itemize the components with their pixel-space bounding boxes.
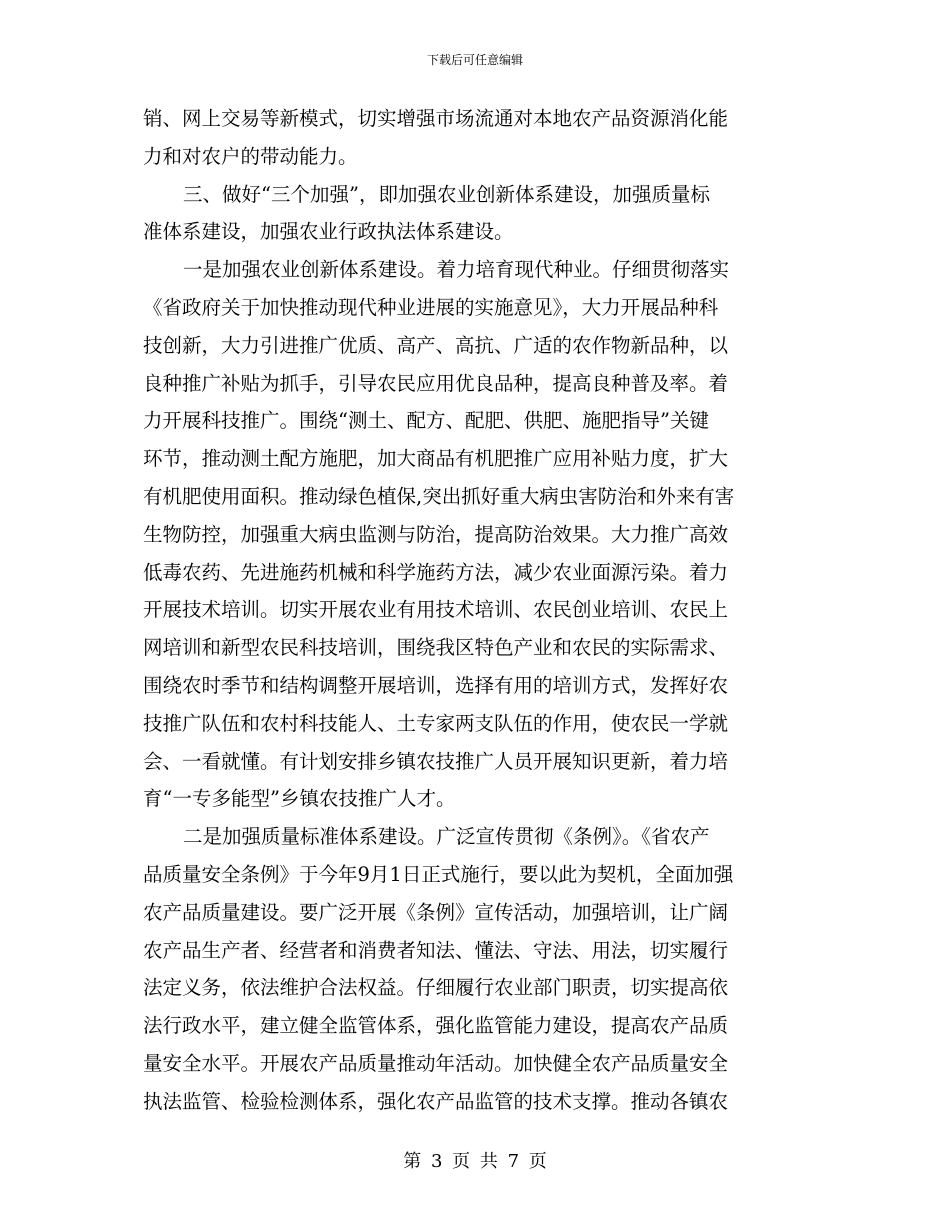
paragraph: [143, 251, 805, 818]
paragraph: [143, 100, 805, 176]
paragraph: [143, 176, 805, 252]
text-line: 技创新，大力引进推广优质、高产、高抗、广适的农作物新品种，以: [143, 333, 729, 357]
text-line: 执法监管、检验检测体系，强化农产品监管的技术支撑。推动各镇农: [143, 1089, 729, 1113]
text-line: 农产品质量建设。要广泛开展《条例》宣传活动，加强培训，让广阔: [143, 900, 729, 924]
page-number-footer: 第 3 页 共 7 页: [403, 1151, 547, 1172]
text-line: 二是加强质量标准体系建设。广泛宣传贯彻《条例》。《省农产: [183, 825, 710, 849]
text-line: 法行政水平，建立健全监管体系，强化监管能力建设，提高农产品质: [143, 1014, 729, 1038]
text-line: 有机肥使用面积。推动绿色植保,突出抓好重大病虫害防治和外来有害: [143, 484, 735, 508]
text-line: 技推广队伍和农村科技能人、土专家两支队伍的作用，使农民一学就: [143, 711, 729, 735]
text-line: 会、一看就懂。有计划安排乡镇农技推广人员开展知识更新，着力培: [143, 749, 729, 773]
text-line: 法定义务，依法维护合法权益。仔细履行农业部门职责，切实提高依: [143, 976, 729, 1000]
text-line: 量安全水平。开展农产品质量推动年活动。加快健全农产品质量安全: [143, 1051, 729, 1075]
text-line: 网培训和新型农民科技培训，围绕我区特色产业和农民的实际需求、: [143, 636, 729, 660]
text-line: 三、做好“三个加强”，即加强农业创新体系建设，加强质量标: [183, 182, 710, 206]
text-line: 农产品生产者、经营者和消费者知法、懂法、守法、用法，切实履行: [143, 938, 729, 962]
page-header-note: 下载后可任意编辑: [426, 53, 523, 67]
text-line: 育“一专多能型”乡镇农技推广人才。: [143, 787, 456, 811]
text-line: 准体系建设，加强农业行政执法体系建设。: [143, 220, 514, 244]
text-line: 力和对农户的带动能力。: [143, 144, 358, 168]
text-line: 力开展科技推广。围绕“测土、配方、配肥、供肥、施肥指导”关键: [143, 409, 709, 433]
text-line: 生物防控，加强重大病虫监测与防治，提高防治效果。大力推广高效: [143, 522, 729, 546]
text-line: 低毒农药、先进施药机械和科学施药方法，减少农业面源污染。着力: [143, 560, 729, 584]
text-line: 一是加强农业创新体系建设。着力培育现代种业。仔细贯彻落实: [183, 258, 730, 282]
text-line: 《省政府关于加快推动现代种业进展的实施意见》，大力开展品种科: [143, 295, 719, 319]
text-line: 开展技术培训。切实开展农业有用技术培训、农民创业培训、农民上: [143, 598, 729, 622]
paragraph: [143, 818, 805, 1120]
text-line: 围绕农时季节和结构调整开展培训，选择有用的培训方式，发挥好农: [143, 673, 729, 697]
text-line: 环节，推动测土配方施肥，加大商品有机肥推广应用补贴力度，扩大: [143, 447, 729, 471]
document-body: [143, 100, 805, 1121]
text-line: 销、网上交易等新模式，切实增强市场流通对本地农产品资源消化能: [143, 107, 729, 130]
text-line: 品质量安全条例》于今年9月1日正式施行，要以此为契机，全面加强: [143, 862, 734, 886]
text-line: 良种推广补贴为抓手，引导农民应用优良品种，提高良种普及率。着: [143, 371, 729, 395]
